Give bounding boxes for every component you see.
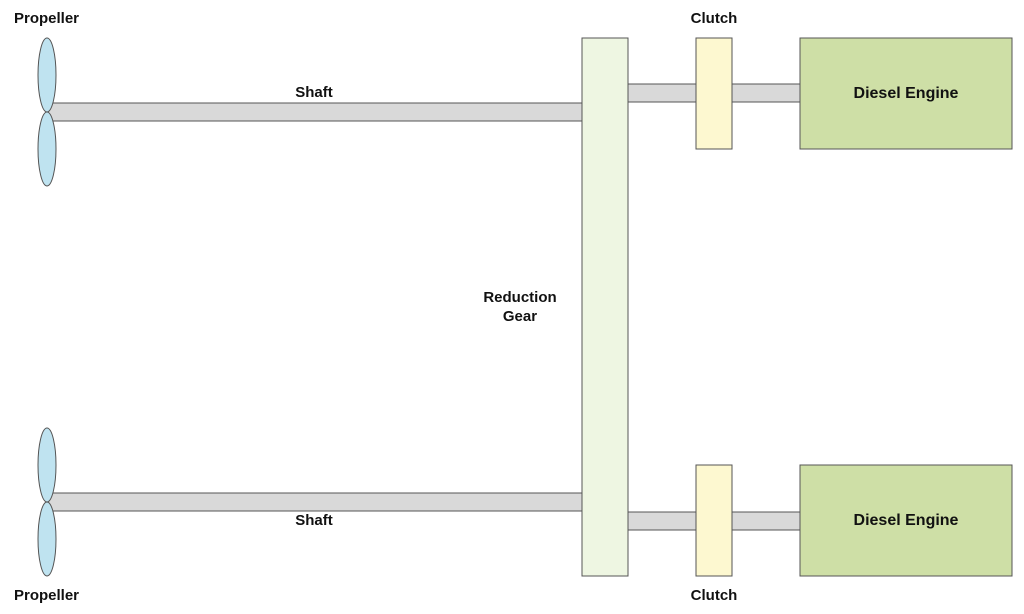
clutch-top	[696, 38, 732, 149]
propeller-bottom-label: Propeller	[14, 587, 80, 604]
diesel-engine-top-label: Diesel Engine	[853, 85, 959, 102]
reduction-gear	[582, 38, 628, 576]
reduction-gear-label-line1: Reduction	[483, 289, 557, 306]
diesel-engine-bottom-label: Diesel Engine	[853, 512, 959, 529]
shaft-bottom-label: Shaft	[295, 512, 333, 529]
propeller-top-label: Propeller	[14, 10, 80, 27]
reduction-gear-label-line2: Gear	[502, 308, 538, 325]
shaft-bottom	[46, 493, 582, 511]
shaft-top	[46, 103, 582, 121]
shaft-top-label: Shaft	[295, 84, 333, 101]
clutch-bottom	[696, 465, 732, 576]
clutch-bottom-label: Clutch	[690, 587, 738, 604]
clutch-top-label: Clutch	[690, 10, 738, 27]
